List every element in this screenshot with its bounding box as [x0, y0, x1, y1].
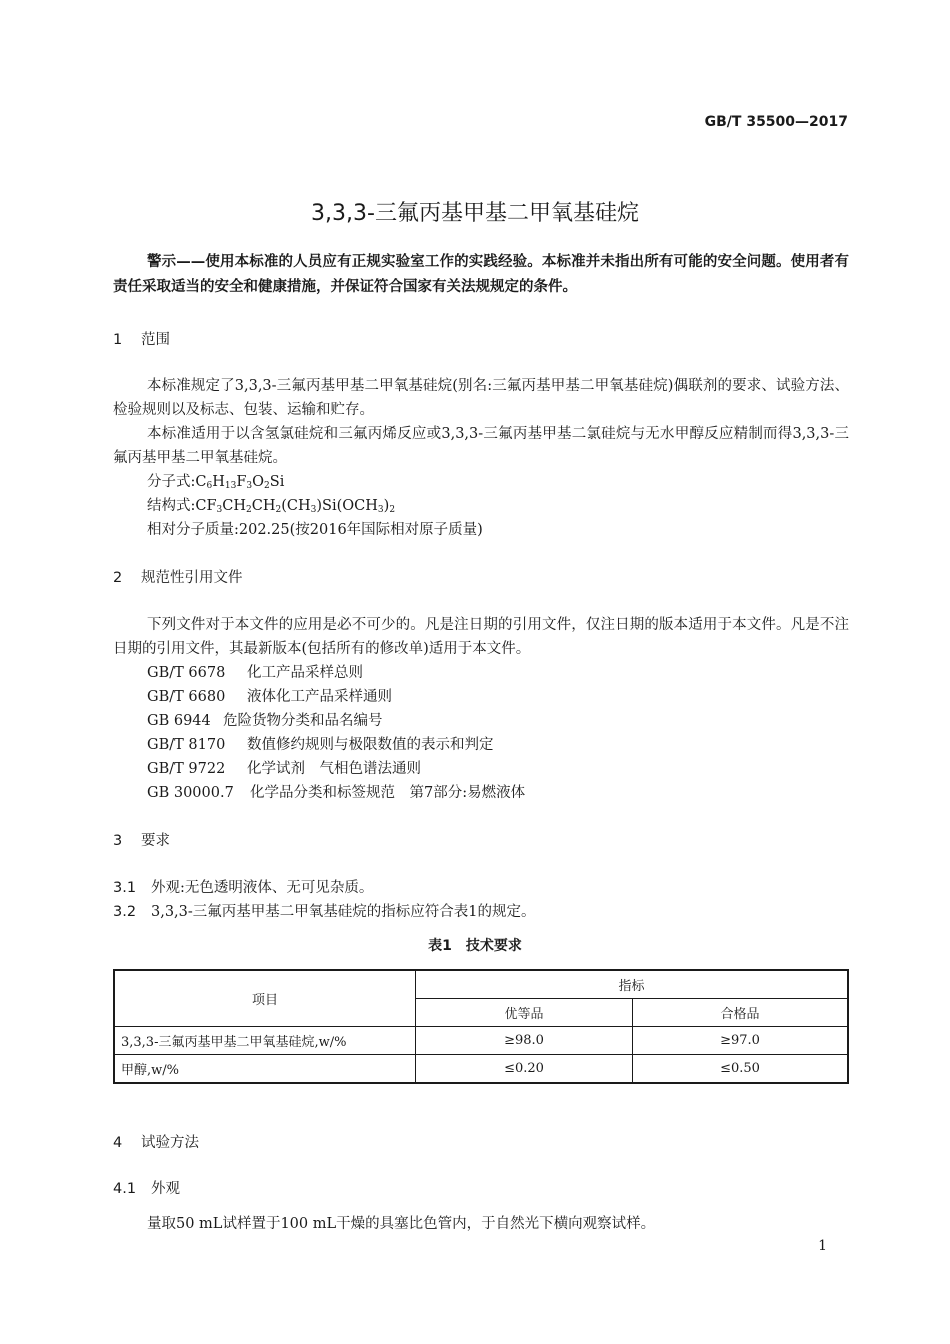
- reference-code: GB 30000.7: [147, 785, 234, 801]
- requirement-3-1: [113, 876, 373, 900]
- warning-paragraph: 警示——使用本标准的人员应有正规实验室工作的实践经验。本标准并未指出所有可能的安全问题。使用者有责任采取适当的安全和健康措施，并保证符合国家有关法规规定的条件。: [113, 254, 849, 295]
- clause-text: 3,3,3-三氟丙基甲基二甲氧基硅烷的指标应符合表1的规定。: [151, 904, 536, 920]
- section-title: 试验方法: [141, 1135, 199, 1151]
- section-4-heading: [113, 1131, 199, 1152]
- row-value-premium: ≥98.0: [416, 1027, 633, 1055]
- structure-label: 结构式:: [147, 498, 196, 514]
- reference-item: [147, 709, 383, 733]
- row-item: 3,3,3-三氟丙基甲基二甲氧基硅烷,w/%: [114, 1027, 416, 1055]
- reference-code: GB/T 6678: [147, 665, 226, 681]
- header-item: 项目: [114, 970, 416, 1027]
- header-index: 指标: [416, 970, 849, 999]
- reference-title: 数值修约规则与极限数值的表示和判定: [247, 737, 494, 753]
- standard-number: GB/T 35500—2017: [704, 114, 848, 130]
- requirement-3-2: [113, 900, 536, 924]
- reference-code: GB/T 9722: [147, 761, 226, 777]
- scope-paragraph-1: 本标准规定了3,3,3-三氟丙基甲基二甲氧基硅烷(别名:三氟丙基甲基二甲氧基硅烷)偶联剂的要求、试验方法、检验规则以及标志、包装、运输和贮存。: [113, 378, 849, 418]
- section-number: 4: [113, 1135, 123, 1151]
- reference-title: 液体化工产品采样通则: [247, 689, 392, 705]
- section-title: 规范性引用文件: [141, 570, 243, 586]
- subsection-title: 外观: [151, 1181, 180, 1197]
- page-number: 1: [818, 1238, 827, 1254]
- structural-formula: 结构式$:CF_3CH_2CH_2(CH_3)Si(OCH_3)_2$: [147, 498, 396, 515]
- reference-item: [147, 685, 392, 709]
- reference-item: [147, 733, 494, 757]
- reference-code: GB 6944: [147, 713, 211, 729]
- page-title: 3,3,3-三氟丙基甲基二甲氧基硅烷: [311, 201, 639, 226]
- section-number: 3: [113, 833, 123, 849]
- header-grade-qualified: 合格品: [633, 999, 849, 1027]
- row-item: 甲醇,w/%: [114, 1055, 416, 1084]
- row-value-qualified: ≥97.0: [633, 1027, 849, 1055]
- molecular-mass: 相对分子质量:202.25(按2016年国际相对原子质量): [147, 522, 483, 538]
- section-number: 1: [113, 332, 123, 348]
- reference-code: GB/T 6680: [147, 689, 226, 705]
- reference-item: [147, 781, 525, 805]
- section-title: 范围: [141, 332, 170, 348]
- reference-title: 化学试剂 气相色谱法通则: [247, 761, 421, 777]
- reference-title: 化学品分类和标签规范 第7部分:易燃液体: [250, 785, 526, 801]
- molecular-formula: 分子式$:C_6H_{13}F_3O_2Si$: [147, 474, 285, 491]
- appearance-method: 量取50 mL试样置于100 mL干燥的具塞比色管内，于自然光下横向观察试样。: [147, 1216, 656, 1232]
- reference-item: [147, 661, 363, 685]
- scope-paragraph-2: 本标准适用于以含氢氯硅烷和三氟丙烯反应或3,3,3-三氟丙基甲基二氯硅烷与无水甲醇反应精制而得3,3,3-三氟丙基甲基二甲氧基硅烷。: [113, 426, 849, 466]
- technical-requirements-table: [113, 969, 849, 1084]
- section-3-heading: [113, 829, 170, 850]
- clause-text: 外观:无色透明液体、无可见杂质。: [151, 880, 374, 896]
- reference-item: [147, 757, 421, 781]
- formula-label: 分子式:: [147, 474, 196, 490]
- section-2-heading: [113, 566, 243, 587]
- clause-number: 3.1: [113, 880, 137, 896]
- section-title: 要求: [141, 833, 170, 849]
- reference-code: GB/T 8170: [147, 737, 226, 753]
- clause-number: 3.2: [113, 904, 137, 920]
- table-row: [114, 1027, 848, 1055]
- row-value-qualified: ≤0.50: [633, 1055, 849, 1084]
- row-value-premium: ≤0.20: [416, 1055, 633, 1084]
- header-grade-premium: 优等品: [416, 999, 633, 1027]
- table-caption: 表1 技术要求: [428, 938, 522, 954]
- reference-title: 化工产品采样总则: [247, 665, 363, 681]
- references-intro: 下列文件对于本文件的应用是必不可少的。凡是注日期的引用文件，仅注日期的版本适用于本文件。凡是不注日期的引用文件，其最新版本(包括所有的修改单)适用于本文件。: [113, 617, 849, 657]
- section-number: 2: [113, 570, 123, 586]
- reference-title: 危险货物分类和品名编号: [223, 713, 383, 729]
- section-1-heading: [113, 328, 170, 349]
- table-row: [114, 1055, 848, 1084]
- subsection-4-1-heading: [113, 1177, 180, 1198]
- clause-number: 4.1: [113, 1181, 137, 1197]
